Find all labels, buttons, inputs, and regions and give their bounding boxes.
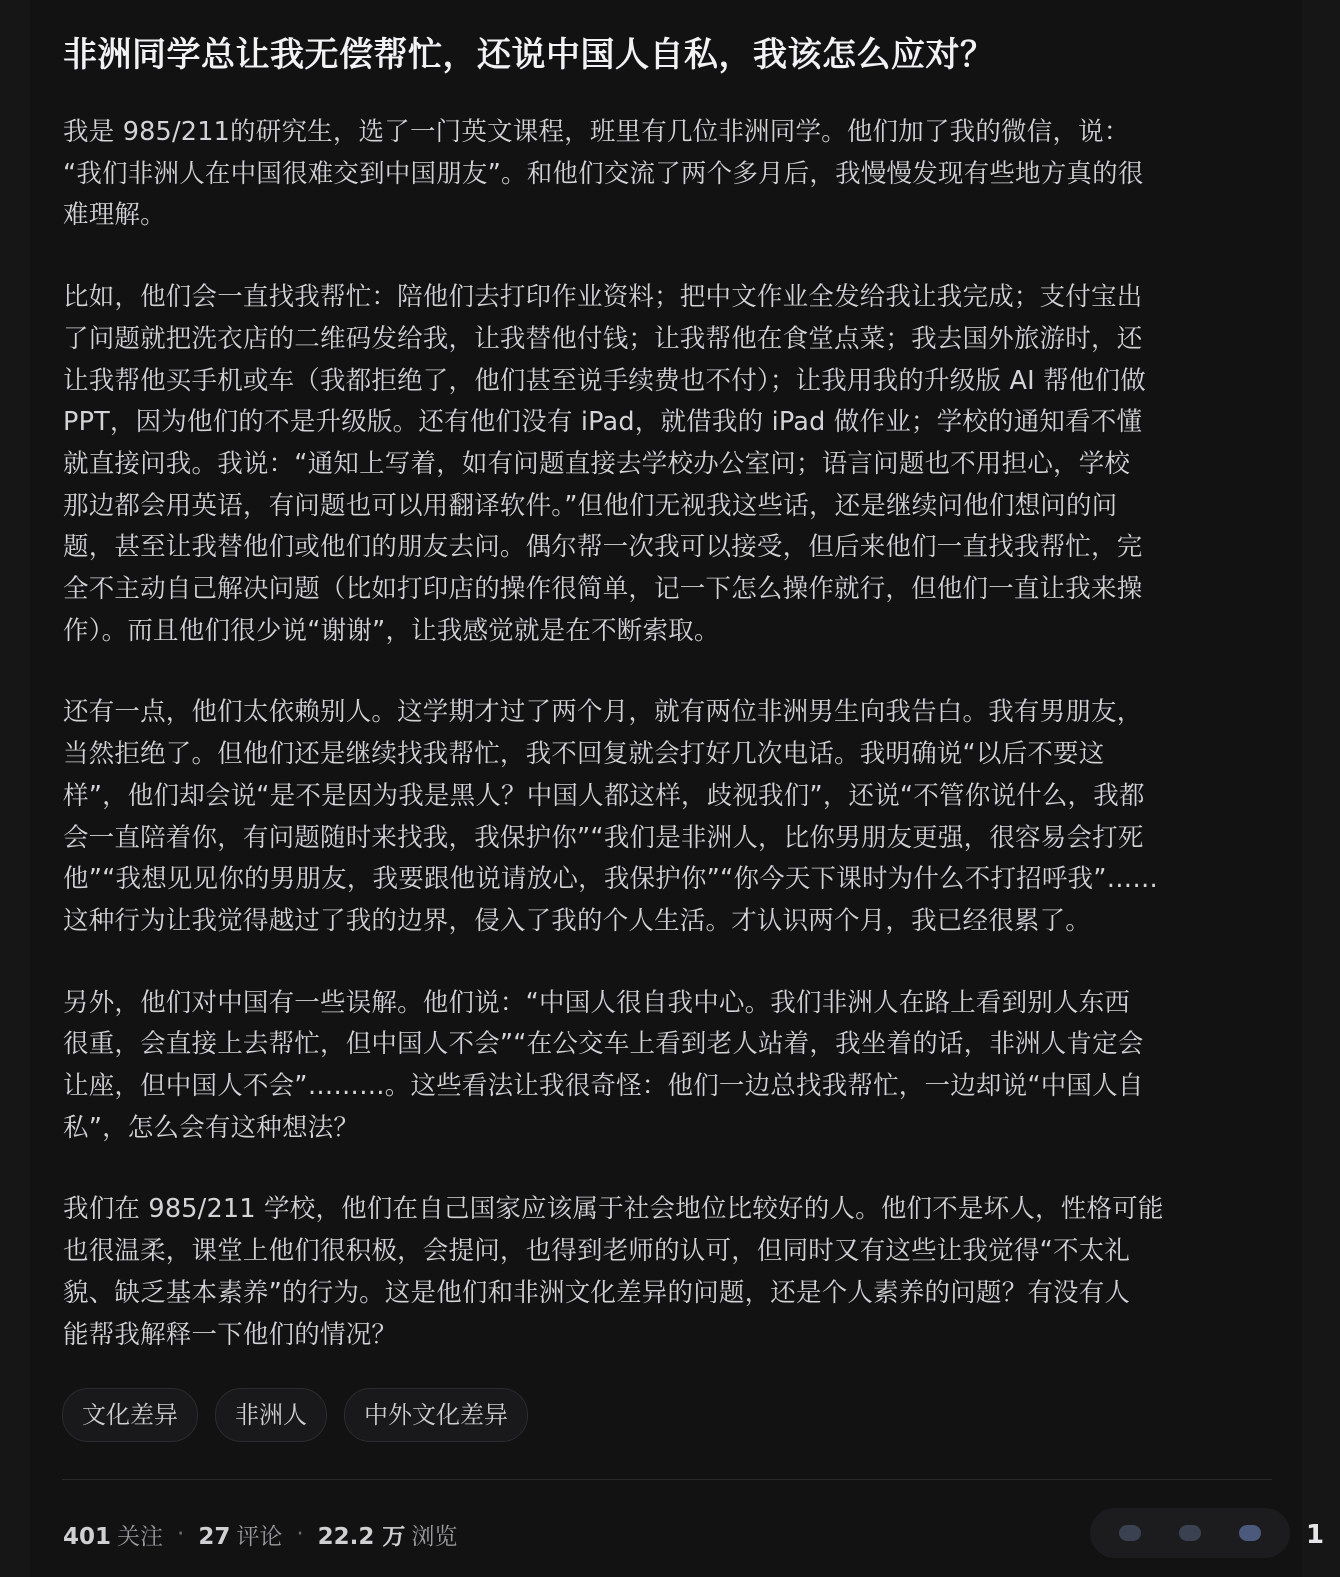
view-label: 浏览 xyxy=(411,1523,458,1550)
question-body xyxy=(63,112,1268,1396)
bottom-action-bar xyxy=(1090,1508,1290,1558)
body-paragraph-1: 我是 985/211的研究生，选了一门英文课程，班里有几位非洲同学。他们加了我的微信，说： “我们非洲人在中国很难交到中国朋友”。和他们交流了两个多月后，我慢慢发现有些地方真的很 难理解。 xyxy=(63,117,1144,231)
follow-stat[interactable] xyxy=(63,1518,163,1551)
body-paragraph-5: 我们在 985/211 学校，他们在自己国家应该属于社会地位比较好的人。他们不是坏人，性格可能 也很温柔，课堂上他们很积极，会提问，也得到老师的认可，但同时又有这些让我觉得“不太礼 貌、缺乏基本素养”的行为。这是他们和非洲文化差异的问题，还是个人素养的问题？有没有人 能帮我解释一下他们的情况？ xyxy=(63,1194,1164,1350)
comment-count: 27 xyxy=(198,1523,231,1550)
follow-count: 401 xyxy=(63,1523,112,1550)
tag-cultural-difference[interactable]: 文化差异 xyxy=(62,1388,198,1442)
follow-label: 关注 xyxy=(117,1523,164,1550)
action-icon[interactable] xyxy=(1239,1525,1261,1541)
comment-stat[interactable] xyxy=(198,1518,282,1551)
action-icon[interactable] xyxy=(1119,1525,1141,1541)
divider xyxy=(62,1479,1272,1480)
question-title: 非洲同学总让我无偿帮忙，还说中国人自私，我该怎么应对？ xyxy=(63,35,995,75)
question-page xyxy=(30,0,1302,1577)
body-paragraph-2: 比如，他们会一直找我帮忙：陪他们去打印作业资料；把中文作业全发给我让我完成；支付宝出 了问题就把洗衣店的二维码发给我，让我替他付钱；让我帮他在食堂点菜；我去国外旅游时，还 让我帮他买手机或车（我都拒绝了，他们甚至说手续费也不付）；让我用我的升级版 AI 帮他们做 PPT，因为他们的不是升级版。还有他们没有 iPad，就借我的 iPad 做作业；学校的通知看不懂 就直接问我。我说：“通知上写着，如有问题直接去学校办公室问；语言问题也不用担心，学校 那边都会用英语，有问题也可以用翻译软件。”但他们无视我这些话，还是继续问他们想问的问 题，甚至让我替他们或他们的朋友去问。偶尔帮一次我可以接受，但后来他们一直找我帮忙，完 全不主动自己解决问题（比如打印店的操作很简单，记一下怎么操作就行，但他们一直让我来操 作）。而且他们很少说“谢谢”，让我感觉就是在不断索取。 xyxy=(63,282,1146,646)
view-count: 22.2 万 xyxy=(317,1523,406,1550)
topic-tags xyxy=(62,1388,528,1442)
question-stats xyxy=(63,1514,457,1554)
separator-dot: · xyxy=(177,1521,185,1547)
action-icon[interactable] xyxy=(1179,1525,1201,1541)
body-paragraph-3: 还有一点，他们太依赖别人。这学期才过了两个月，就有两位非洲男生向我告白。我有男朋友， 当然拒绝了。但他们还是继续找我帮忙，我不回复就会打好几次电话。我明确说“以后不要这 样”，他们却会说“是不是因为我是黑人？中国人都这样，歧视我们”，还说“不管你说什么，我都 会一直陪着你，有问题随时来找我，我保护你”“我们是非洲人，比你男朋友更强，很容易会打死 他”“我想见见你的男朋友，我要跟他说请放心，我保护你”“你今天下课时为什么不打招呼我”…… 这种行为让我觉得越过了我的边界，侵入了我的个人生活。才认识两个月，我已经很累了。 xyxy=(63,697,1159,936)
separator-dot: · xyxy=(296,1521,304,1547)
edge-glyph: 1 xyxy=(1306,1520,1325,1550)
tag-africans[interactable]: 非洲人 xyxy=(215,1388,327,1442)
body-paragraph-4: 另外，他们对中国有一些误解。他们说：“中国人很自我中心。我们非洲人在路上看到别人东西 很重，会直接上去帮忙，但中国人不会”“在公交车上看到老人站着，我坐着的话，非洲人肯定会 让座，但中国人不会”………。这些看法让我很奇怪：他们一边总找我帮忙，一边却说“中国人自 私”，怎么会有这种想法？ xyxy=(63,987,1144,1143)
comment-label: 评论 xyxy=(236,1523,283,1550)
view-stat xyxy=(318,1518,458,1551)
tag-sino-foreign-culture[interactable]: 中外文化差异 xyxy=(344,1388,528,1442)
